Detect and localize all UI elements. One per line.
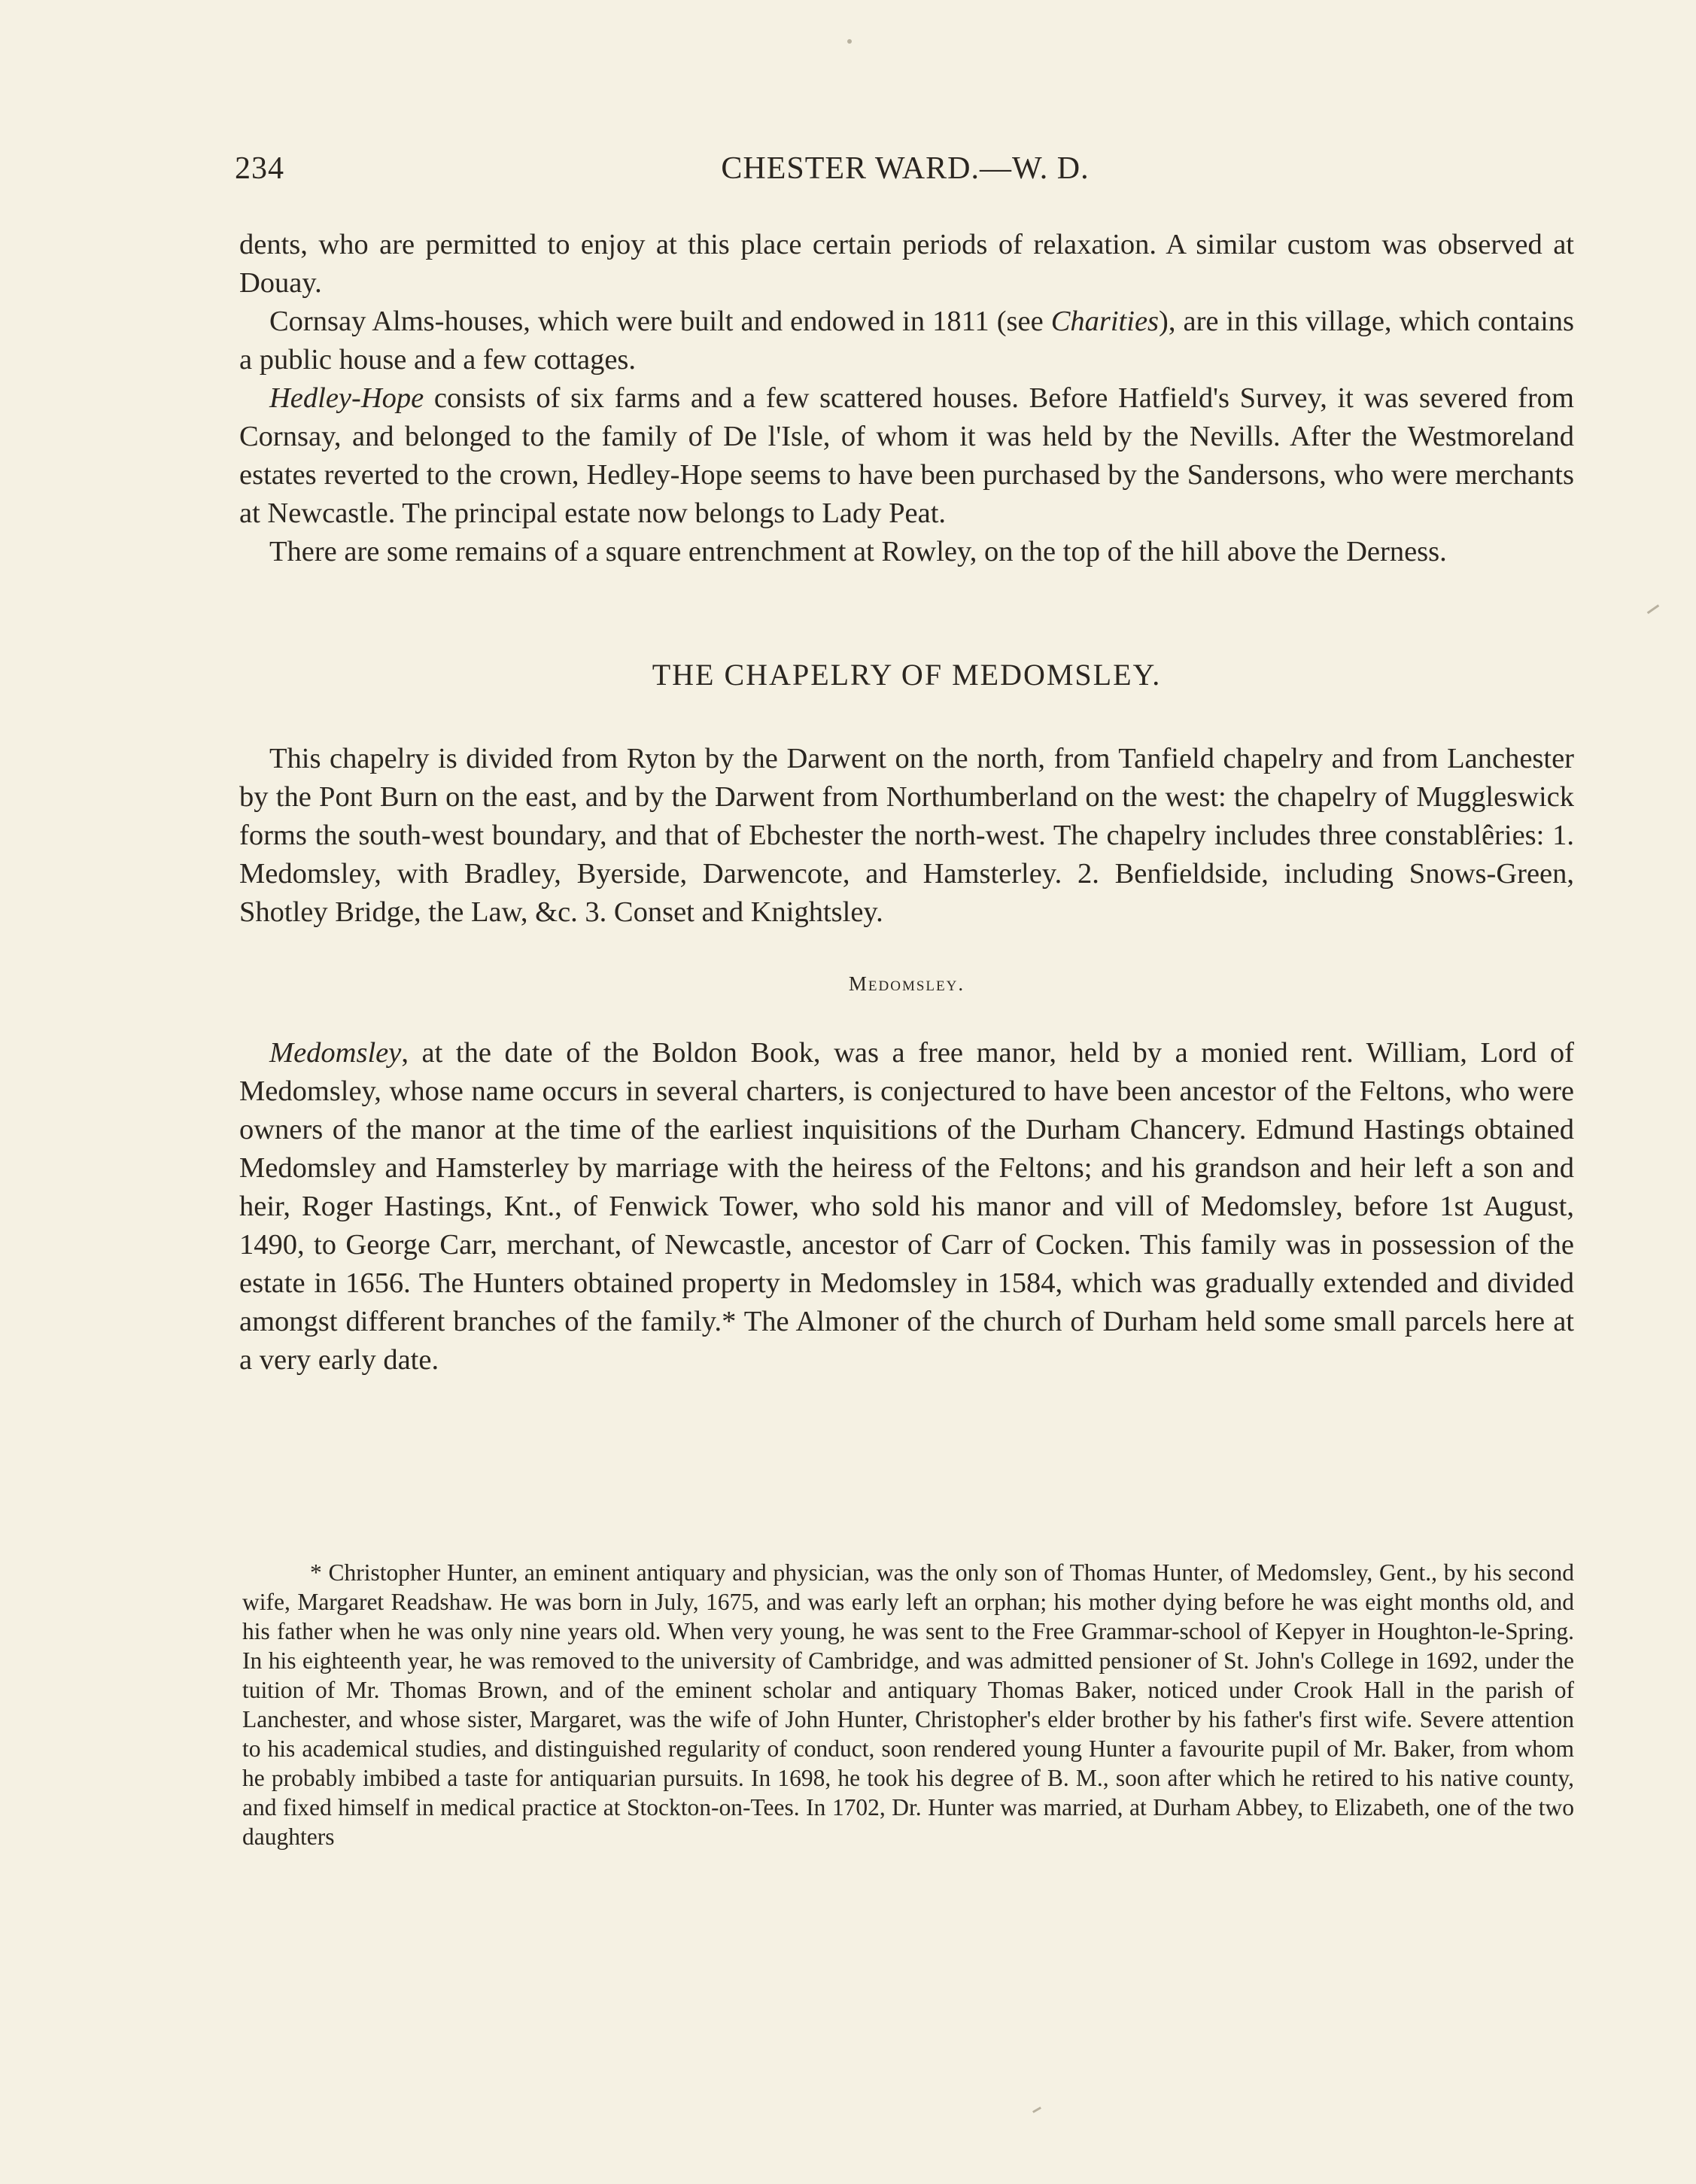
ink-speck-top: [847, 39, 852, 44]
paragraph-chapelry-boundaries: This chapelry is divided from Ryton by the Darwent on the north, from Tanfield chapelry and from Lanchester by the Pont Burn on the east, and by the Darwent from Northumberland on the west: the chapelry of Muggleswick forms the south-west boundary, and that of Ebchester the north-west. The chapelry includes three constablêries: 1. Medomsley, with Bradley, Byerside, Darwencote, and Hamsterley. 2. Benfieldside, including Snows-Green, Shotley Bridge, the Law, &c. 3. Conset and Knightsley.: [239, 743, 1574, 928]
paragraph-hedley-hope: [239, 379, 1574, 533]
text-run: ), are in this village, which contains a public house and a few cottages.: [239, 306, 1574, 376]
section-title: THE CHAPELRY OF MEDOMSLEY.: [652, 658, 1162, 692]
page-number: 234: [235, 151, 284, 186]
paragraph-medomsley-manor: [239, 1034, 1574, 1379]
footnote: * Christopher Hunter, an eminent antiquary and physician, was the only son of Thomas Hunter, of Medomsley, Gent., by his second wife, Margaret Readshaw. He was born in July, 1675, and was early left an orphan; his mother dying before he was eight months old, and his father when he was only nine years old. When very young, he was sent to the Free Grammar-school of Kepyer in Houghton-le-Spring. In his eighteenth year, he was removed to the university of Cambridge, and was admitted pensioner of St. John's College in 1692, under the tuition of Mr. Thomas Brown, and of the eminent scholar and antiquary Thomas Baker, noticed under Crook Hall in the parish of Lanchester, and whose sister, Margaret, was the wife of John Hunter, Christopher's elder brother by his father's first wife. Severe attention to his academical studies, and distinguished regularity of conduct, soon rendered young Hunter a favourite pupil of Mr. Baker, from whom he probably imbibed a taste for antiquarian pursuits. In 1698, he took his degree of B. M., soon after which he retired to his native county, and fixed himself in medical practice at Stockton-on-Tees. In 1702, Dr. Hunter was married, at Durham Abbey, to Elizabeth, one of the two daughters: [242, 1559, 1574, 1850]
paragraph-rowley: There are some remains of a square entrenchment at Rowley, on the top of the hill above the Derness.: [269, 536, 1447, 567]
main-text: [239, 226, 1574, 1379]
italic-term-hedley-hope: Hedley-Hope: [269, 382, 424, 414]
running-title: CHESTER WARD.—W. D.: [721, 151, 1090, 186]
ink-mark-bottom: [1032, 2106, 1041, 2113]
ink-mark-right: [1647, 604, 1659, 614]
page-header: [235, 151, 1576, 196]
text-run: Cornsay Alms-houses, which were built and endowed in 1811 (see: [269, 306, 1051, 337]
paragraph-cornsay-alms-houses: [239, 303, 1574, 379]
subsection-title: Medomsley.: [848, 972, 965, 995]
text-run: , at the date of the Boldon Book, was a free manor, held by a monied rent. William, Lord of Medomsley, whose name occurs in several charters, is conjectured to have been ancestor of the Feltons, who were owners of the manor at the time of the earliest inquisitions of the Durham Chancery. Edmund Hastings obtained Medomsley and Hamsterley by marriage with the heiress of the Feltons; and his grandson and heir left a son and heir, Roger Hastings, Knt., of Fenwick Tower, who sold his manor and vill of Medomsley, before 1st August, 1490, to George Carr, merchant, of Newcastle, ancestor of Carr of Cocken. This family was in possession of the estate in 1656. The Hunters obtained property in Medomsley in 1584, which was gradually extended and divided amongst different branches of the family.* The Almoner of the church of Durham held some small parcels here at a very early date.: [239, 1037, 1574, 1376]
italic-term-medomsley: Medomsley: [269, 1037, 402, 1069]
paragraph-relaxation: dents, who are permitted to enjoy at this place certain periods of relaxation. A similar custom was observed at Douay.: [239, 229, 1574, 299]
italic-term-charities: Charities: [1050, 306, 1160, 337]
text-run: consists of six farms and a few scattered houses. Before Hatfield's Survey, it was severed from Cornsay, and belonged to the family of De l'Isle, of whom it was held by the Nevills. After the Westmoreland estates reverted to the crown, Hedley-Hope seems to have been purchased by the Sandersons, who were merchants at Newcastle. The principal estate now belongs to Lady Peat.: [239, 382, 1574, 529]
